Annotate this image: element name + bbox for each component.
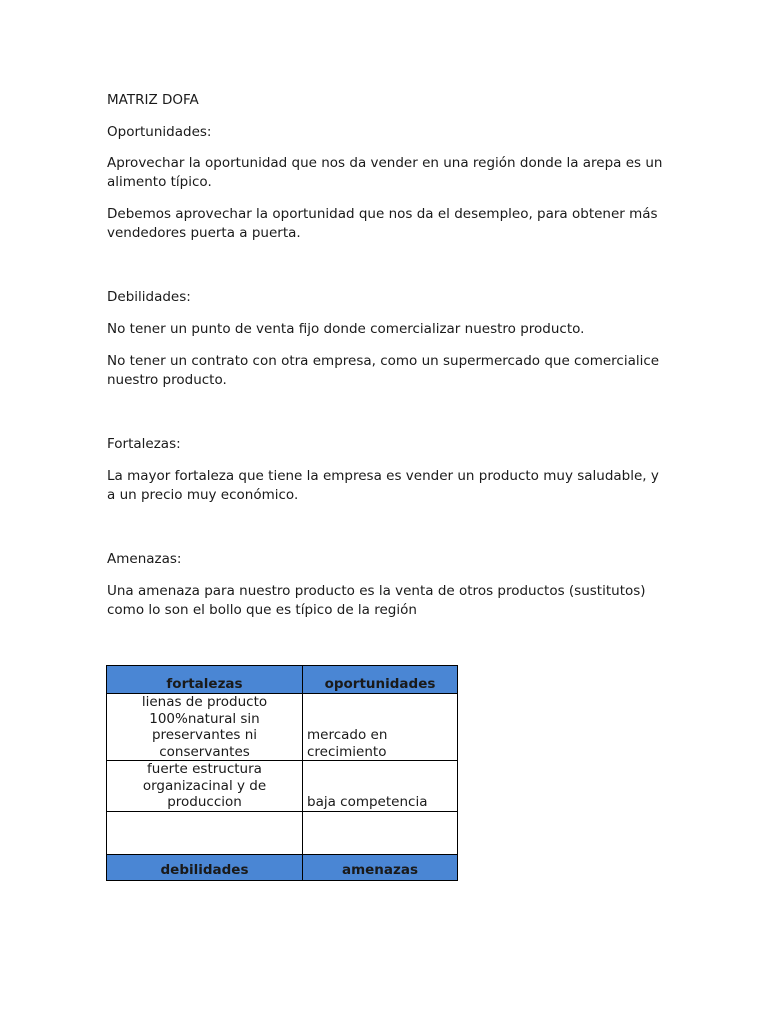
table-cell bbox=[303, 811, 458, 854]
amenazas-heading: Amenazas: bbox=[107, 551, 182, 567]
table-cell: mercado en crecimiento bbox=[303, 694, 458, 761]
oportunidades-paragraph-2: Debemos aprovechar la oportunidad que nos da el desempleo, para obtener más vendedores puerta a puerta. bbox=[107, 206, 658, 241]
fortalezas-heading: Fortalezas: bbox=[107, 436, 181, 452]
header-debilidades: debilidades bbox=[107, 854, 303, 880]
table-row bbox=[107, 761, 458, 812]
table-row bbox=[107, 694, 458, 761]
table-footer-row bbox=[107, 854, 458, 880]
table-row bbox=[107, 811, 458, 854]
debilidades-paragraph-1: No tener un punto de venta fijo donde comercializar nuestro producto. bbox=[107, 321, 585, 337]
header-oportunidades: oportunidades bbox=[303, 666, 458, 694]
table-header-row bbox=[107, 666, 458, 694]
header-fortalezas: fortalezas bbox=[107, 666, 303, 694]
fortalezas-paragraph-1: La mayor fortaleza que tiene la empresa es vender un producto muy saludable, y a un precio muy económico. bbox=[107, 468, 659, 503]
table-cell: fuerte estructura organizacinal y de produccion bbox=[107, 761, 303, 812]
table-cell bbox=[107, 811, 303, 854]
document-title: MATRIZ DOFA bbox=[107, 92, 199, 108]
table-cell: baja competencia bbox=[303, 761, 458, 812]
dofa-matrix-table bbox=[106, 665, 458, 881]
header-amenazas: amenazas bbox=[303, 854, 458, 880]
oportunidades-paragraph-1: Aprovechar la oportunidad que nos da vender en una región donde la arepa es un alimento típico. bbox=[107, 155, 663, 190]
table-cell: lienas de producto 100%natural sin preservantes ni conservantes bbox=[107, 694, 303, 761]
oportunidades-heading: Oportunidades: bbox=[107, 124, 212, 140]
debilidades-paragraph-2: No tener un contrato con otra empresa, como un supermercado que comercialice nuestro producto. bbox=[107, 353, 660, 388]
amenazas-paragraph-1: Una amenaza para nuestro producto es la venta de otros productos (sustitutos) como lo son el bollo que es típico de la región bbox=[107, 583, 646, 618]
debilidades-heading: Debilidades: bbox=[107, 289, 191, 305]
